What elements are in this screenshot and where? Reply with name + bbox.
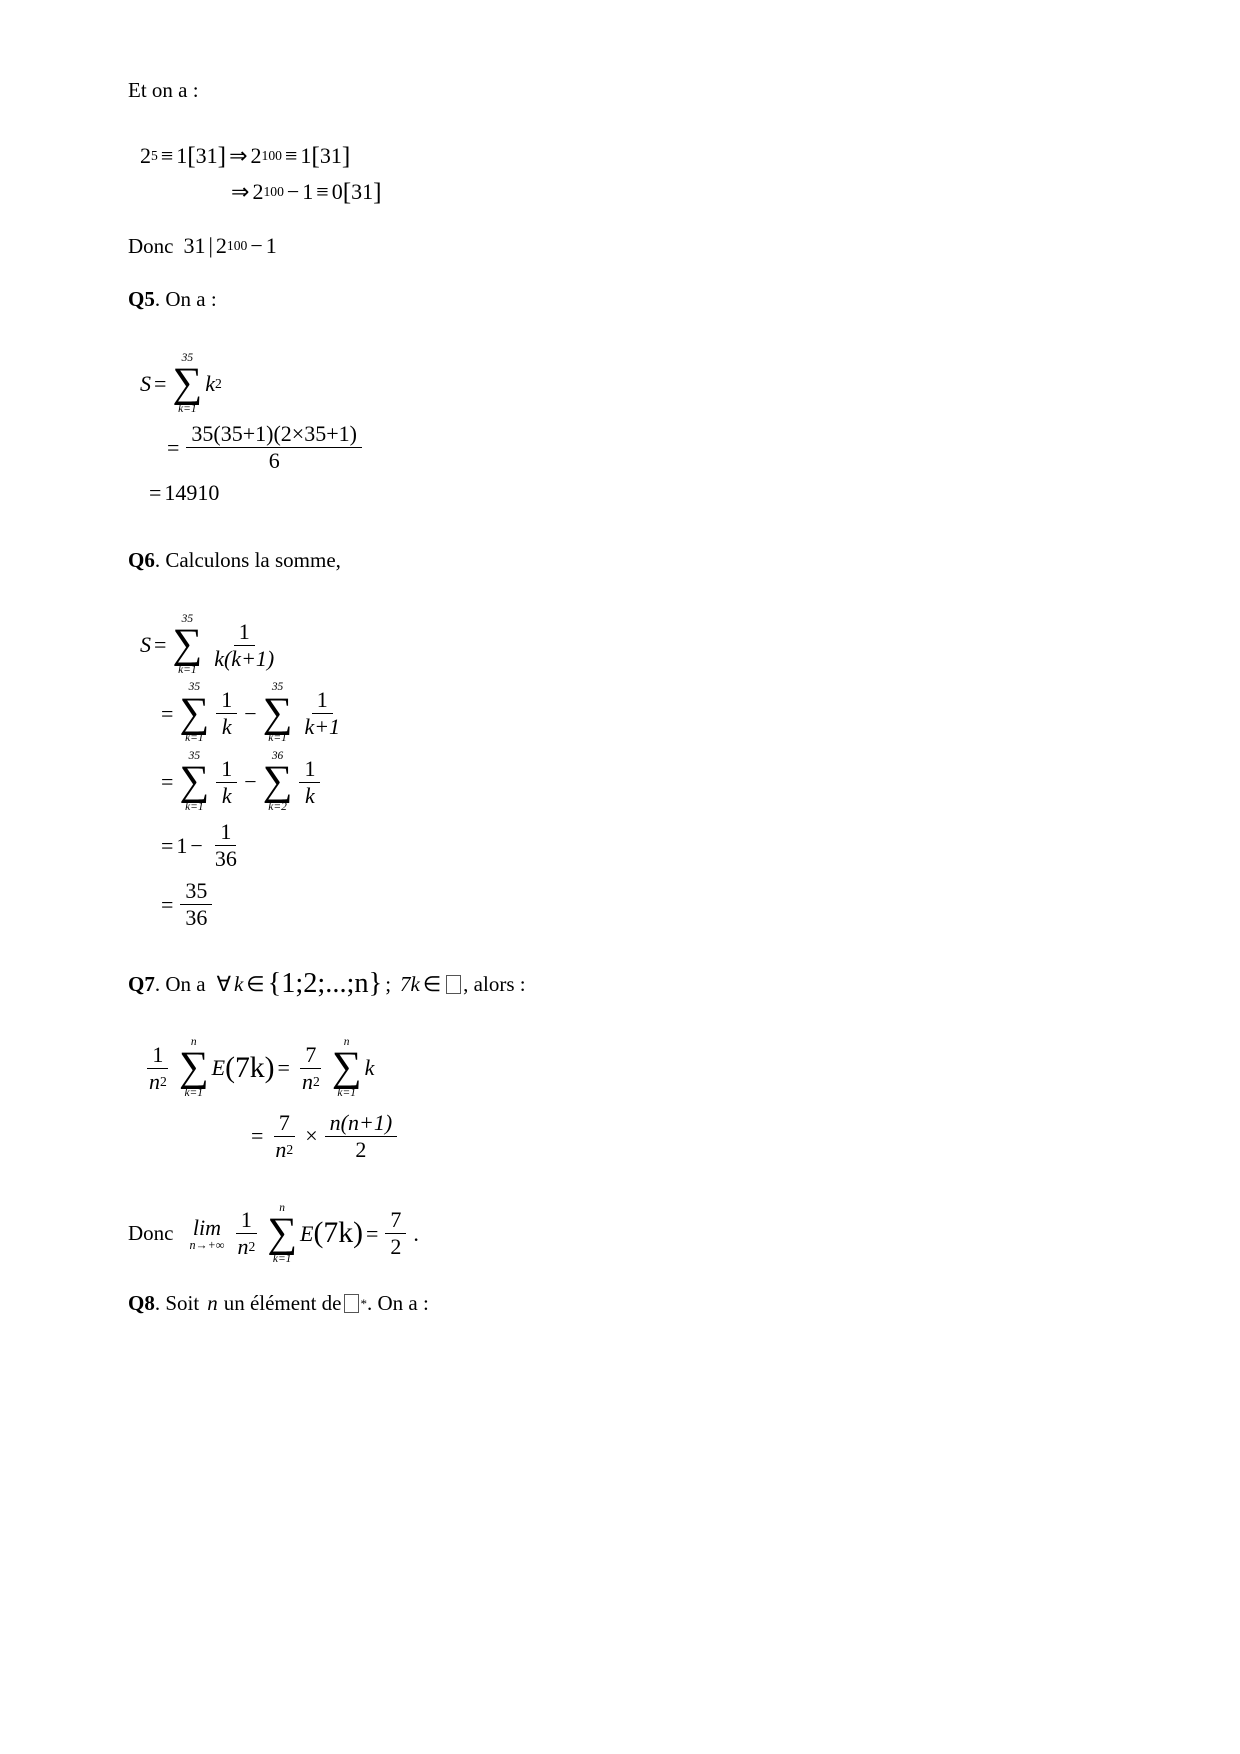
q5-result: 14910 [164,480,220,506]
q7-sigma-1 [179,1037,209,1100]
q7-sum1-bot: k=1 [184,1087,203,1100]
q7-conc-fraction-1 [232,1207,260,1260]
congruence-line-1 [128,143,1108,169]
cong2-implies: ⇒ [231,179,250,205]
cong1-exp: 5 [151,148,158,164]
question-6-heading [128,546,1108,575]
q7-sum2-top: n [343,1035,350,1048]
congruence-line-2 [128,179,1108,205]
q6-line-2 [128,682,1108,745]
q7-line-2 [128,1110,1108,1163]
cong2-mod: 31 [351,179,374,205]
q5-eq-3: = [149,480,162,506]
q8-n: n [207,1291,218,1316]
q7-frac1-den [144,1069,172,1095]
q6-line-4 [128,819,1108,872]
q5-equation [128,353,1108,507]
q6-fraction-3b [299,756,320,809]
q7-k-term: k [364,1055,375,1081]
q6-equation [128,614,1108,932]
q6-sigma2a-glyph: ∑ [179,689,210,736]
q7-text-a: . On a [154,971,206,996]
q7-seven-k: 7k [400,971,420,996]
cong1-exp2: 100 [261,148,282,164]
q6-eq-4: = [161,832,174,858]
cong1-implies: ⇒ [229,143,248,169]
q7-frac2-num: 7 [300,1042,321,1069]
q7-conc-result-den: 2 [390,1234,402,1260]
q6-sum1-top: 35 [181,612,194,625]
q7-frac1-num: 1 [147,1042,168,1069]
cong1-one: 1 [176,143,188,169]
q7-conclusion [128,1203,1108,1266]
q6-frac5-den: 36 [185,905,208,931]
cong1-base: 2 [140,143,151,169]
q7-conc-result-num: 7 [385,1207,406,1234]
q7-E-1: E [211,1055,226,1081]
q7-forall: ∀ [216,971,231,996]
q6-sum3b-top: 36 [271,749,284,762]
q7-fraction-4 [325,1110,398,1163]
q6-frac5-num: 35 [180,878,212,905]
q6-eq-5: = [161,891,174,917]
q6-sigma-3a [179,751,209,814]
cong2-zero: 0 [331,179,343,205]
q7-sigma-2 [332,1037,362,1100]
donc-prefix-2: Donc [128,1221,174,1246]
question-8-heading [128,1291,1108,1316]
q7-equation [128,1037,1108,1163]
q7-eq-1: = [277,1055,290,1081]
blank-set-symbol-icon [446,975,461,994]
q6-text: . Calculons la somme, [154,548,341,573]
cong1-rbracket2: ] [341,141,351,170]
q6-sum1-bot: k=1 [178,663,197,676]
q6-fraction-2b [299,687,345,740]
q7-conc-sum-top: n [279,1201,285,1214]
q7-fraction-1 [144,1042,172,1095]
q6-minus-3: − [244,769,257,795]
divides-statement [128,233,1108,259]
q8-label: Q8 [128,1291,155,1316]
q7-sum1-top: n [190,1035,197,1048]
divides-bar: | [208,233,213,259]
q7-conc-arg: (7k) [313,1217,363,1250]
q6-sigma3b-glyph: ∑ [262,758,293,805]
cong2-rbracket: ] [373,177,382,206]
q8-text-b: un élément de [223,1291,342,1316]
q7-frac2-den [297,1069,325,1095]
q7-conc-frac1-den-base: n [237,1234,249,1260]
q7-conc-sum-bot: k=1 [272,1252,292,1265]
q7-conc-frac1-den [232,1234,260,1260]
q6-frac3a-num: 1 [216,756,237,783]
q7-in: ∈ [246,971,265,996]
q5-eq-2: = [167,434,180,460]
q5-sum-bot: k=1 [178,402,197,415]
q6-eq-3: = [161,769,174,795]
q6-frac3a-den: k [221,782,232,808]
cong1-lbracket2: [ [311,141,320,170]
q7-label: Q7 [128,971,155,996]
q7-fraction-2 [297,1042,325,1095]
q6-sum2b-top: 35 [271,681,284,694]
q6-sum3a-top: 35 [188,749,201,762]
q7-conc-sigma-glyph: ∑ [267,1210,298,1256]
q6-minus-4: − [190,832,203,858]
q6-sigma-3b [263,751,293,814]
q7-conc-E: E [300,1220,314,1246]
q6-frac2b-den: k+1 [304,714,341,740]
q5-sigma [172,353,202,416]
cong1-equiv2: ≡ [284,143,298,169]
donc-prefix-1: Donc [128,233,174,258]
q6-frac3b-den: k [305,782,315,808]
q8-star: * [360,1295,368,1311]
document-body [128,76,1108,1316]
q6-sum2b-bot: k=1 [268,732,287,745]
q6-fraction-1 [209,619,279,672]
congruence-equation-1 [128,143,1108,205]
cong2-one: 1 [302,179,314,205]
q6-fraction-4 [210,819,242,872]
divides-minus: − [250,233,263,259]
q7-eq-2: = [251,1123,264,1149]
q7-conc-frac1-num: 1 [236,1207,257,1234]
blank-set-symbol-icon-2 [344,1294,359,1313]
q7-sigma2-glyph: ∑ [331,1044,362,1091]
q5-term: k [205,371,215,397]
divides-one: 1 [265,233,277,259]
q5-frac-den: 6 [268,448,280,474]
q5-frac-num: 35(35+1)(2×35+1) [186,421,362,448]
divides-exp: 100 [226,238,248,254]
q5-term-exp: 2 [214,376,222,392]
cong2-base: 2 [252,179,264,205]
q7-frac2-den-exp: 2 [312,1073,320,1089]
question-5-heading [128,285,1108,314]
q7-frac4-den: 2 [355,1136,367,1162]
q8-text-c: . On a : [367,1291,429,1316]
q5-eq-1: = [154,371,167,397]
q6-frac2a-num: 1 [216,687,237,714]
q7-semicolon: ; [385,971,392,996]
q7-frac1-den-exp: 2 [160,1073,167,1089]
q6-sigma1-glyph: ∑ [172,621,203,668]
divides-base: 2 [215,233,227,259]
q7-conc-eq: = [365,1220,379,1246]
q7-times: × [305,1123,318,1149]
cong1-rbracket: ] [217,141,227,170]
q7-frac3-den-exp: 2 [286,1141,294,1157]
q6-label: Q6 [128,548,155,573]
q6-fraction-3a [216,756,237,809]
lim-label: lim [192,1214,222,1240]
q6-minus-2: − [244,700,257,726]
q6-sigma-2a [179,682,209,745]
q6-line-1 [128,614,1108,677]
q6-frac1-num: 1 [234,619,255,646]
q6-eq-2: = [161,700,174,726]
q6-S: S [140,632,151,658]
q7-frac2-den-base: n [301,1068,313,1094]
lim-subscript: n→+∞ [189,1238,225,1253]
q7-line-1 [128,1037,1108,1100]
q6-frac3b-num: 1 [299,756,320,783]
q6-frac1-den: k(k+1) [214,645,275,671]
q6-one: 1 [176,832,188,858]
q6-eq-1: = [154,632,167,658]
q7-k: k [233,971,244,996]
q5-line-3 [128,480,1108,506]
cong1-one2: 1 [300,143,312,169]
q7-set: {1;2;...;n} [267,968,383,1000]
q5-sigma-glyph: ∑ [172,360,203,407]
q7-frac3-num: 7 [274,1110,295,1137]
q6-sum2a-bot: k=1 [185,732,204,745]
cong1-lbracket: [ [187,141,196,170]
q7-conc-sigma [267,1203,297,1266]
q7-frac4-num: n(n+1) [325,1110,398,1137]
cong2-exp: 100 [263,184,284,200]
q5-line-1 [128,353,1108,416]
q6-sum3b-bot: k=2 [268,801,287,814]
q7-frac3-den-base: n [275,1136,287,1162]
q7-text-b: , alors : [463,971,526,996]
q6-sigma-2b [263,682,293,745]
cong2-lbracket: [ [342,177,352,206]
cong1-base2: 2 [250,143,262,169]
q7-conc-frac1-den-exp: 2 [248,1239,256,1255]
q6-line-3 [128,751,1108,814]
q5-fraction [186,421,362,474]
cong2-minus: − [286,179,300,205]
q6-fraction-5 [180,878,212,931]
q6-frac2a-den: k [221,714,232,740]
q7-conc-result [385,1207,406,1260]
q5-text: . On a : [154,287,217,312]
q6-sum3a-bot: k=1 [185,801,204,814]
q7-conc-period: . [413,1220,419,1246]
q6-fraction-2a [216,687,237,740]
q7-sigma1-glyph: ∑ [178,1044,209,1091]
q5-line-2 [128,421,1108,474]
q6-frac2b-num: 1 [312,687,333,714]
cong1-mod2: 31 [319,143,342,169]
q5-sum-top: 35 [181,351,194,364]
question-7-heading [128,968,1108,1000]
q6-line-5 [128,878,1108,931]
q6-sigma3a-glyph: ∑ [179,758,210,805]
q7-arg-1: (7k) [225,1051,275,1084]
q6-frac4-num: 1 [215,819,236,846]
q7-frac3-den [270,1137,298,1163]
limit-operator [190,1216,225,1252]
q5-label: Q5 [128,287,155,312]
q6-sigma2b-glyph: ∑ [262,689,293,736]
q7-sum2-bot: k=1 [337,1087,356,1100]
intro-line: Et on a : [128,78,199,102]
cong1-mod: 31 [195,143,218,169]
q7-frac1-den-base: n [149,1068,160,1094]
q8-text-a: . Soit [154,1291,200,1316]
q7-in-2: ∈ [422,971,442,996]
q6-sum2a-top: 35 [188,681,201,694]
q6-sigma-1 [172,614,202,677]
q6-frac4-den: 36 [214,846,237,872]
cong1-equiv: ≡ [160,143,174,169]
divides-n: 31 [183,233,206,259]
q7-fraction-3 [270,1110,298,1163]
cong2-equiv: ≡ [316,179,329,205]
q5-S: S [140,371,151,397]
